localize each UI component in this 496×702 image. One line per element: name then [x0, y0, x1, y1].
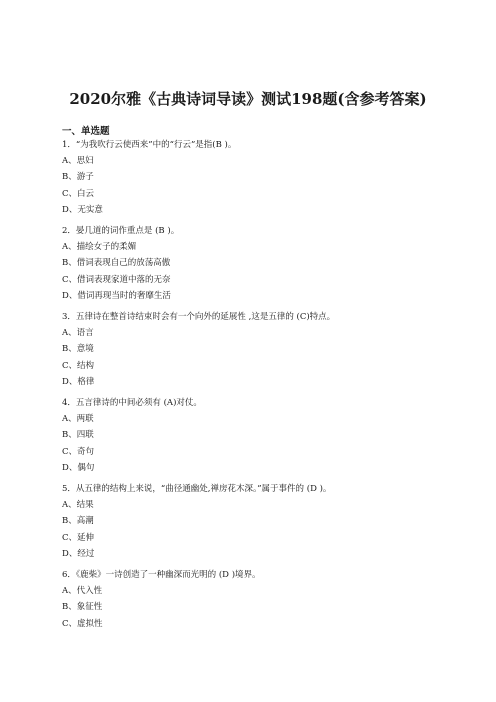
option-a: A、代入性 — [62, 586, 103, 597]
option-a: A、语言 — [62, 328, 94, 339]
option-a: A、描绘女子的柔媚 — [62, 242, 137, 253]
option-d: D、无实意 — [62, 204, 103, 215]
question-4 — [62, 395, 442, 476]
option-b: B、借词表现自己的放荡高傲 — [62, 258, 171, 269]
option-d: D、借词再现当时的奢靡生活 — [62, 290, 171, 301]
question-stem: 5．从五律的结构上来说，“曲径通幽处,禅房花木深。”属于事件的 (D )。 — [62, 484, 332, 494]
question-3 — [62, 309, 442, 390]
option-d: D、经过 — [62, 548, 95, 559]
option-b: B、游子 — [62, 172, 94, 183]
option-a: A、思妇 — [62, 156, 94, 167]
document-title: 2020尔雅《古典诗词导读》测试198题(含参考答案) — [69, 90, 427, 108]
option-c: C、结构 — [62, 360, 95, 371]
option-a: A、两联 — [62, 414, 94, 425]
question-stem: 4．五言律诗的中间必须有 (A)对仗。 — [62, 398, 202, 408]
question-6 — [62, 567, 442, 632]
question-stem: 3．五律诗在整首诗结束时会有一个向外的延展性 ,这是五律的 (C)特点。 — [62, 312, 336, 322]
option-b: B、四联 — [62, 430, 94, 441]
option-b: B、象征性 — [62, 602, 103, 613]
option-c: C、延伸 — [62, 532, 95, 543]
question-stem: 6．《鹿柴》一诗创造了一种幽深而光明的 (D )境界。 — [62, 570, 261, 580]
section-heading: 一、单选题 — [62, 126, 110, 137]
question-2 — [62, 223, 442, 304]
option-b: B、高潮 — [62, 516, 94, 527]
question-stem: 2．晏几道的词作重点是 (B )。 — [62, 226, 180, 236]
question-5 — [62, 481, 442, 562]
option-d: D、格律 — [62, 376, 95, 387]
option-c: C、虚拟性 — [62, 618, 103, 629]
option-c: C、白云 — [62, 188, 95, 199]
option-d: D、偶句 — [62, 462, 95, 473]
option-c: C、奇句 — [62, 446, 95, 457]
question-stem: 1．“为我吹行云使西来”中的“行云”是指(B )。 — [62, 140, 237, 150]
option-c: C、借词表现家道中落的无奈 — [62, 274, 171, 285]
question-1 — [62, 137, 442, 218]
option-b: B、意境 — [62, 344, 94, 355]
option-a: A、结果 — [62, 500, 94, 511]
